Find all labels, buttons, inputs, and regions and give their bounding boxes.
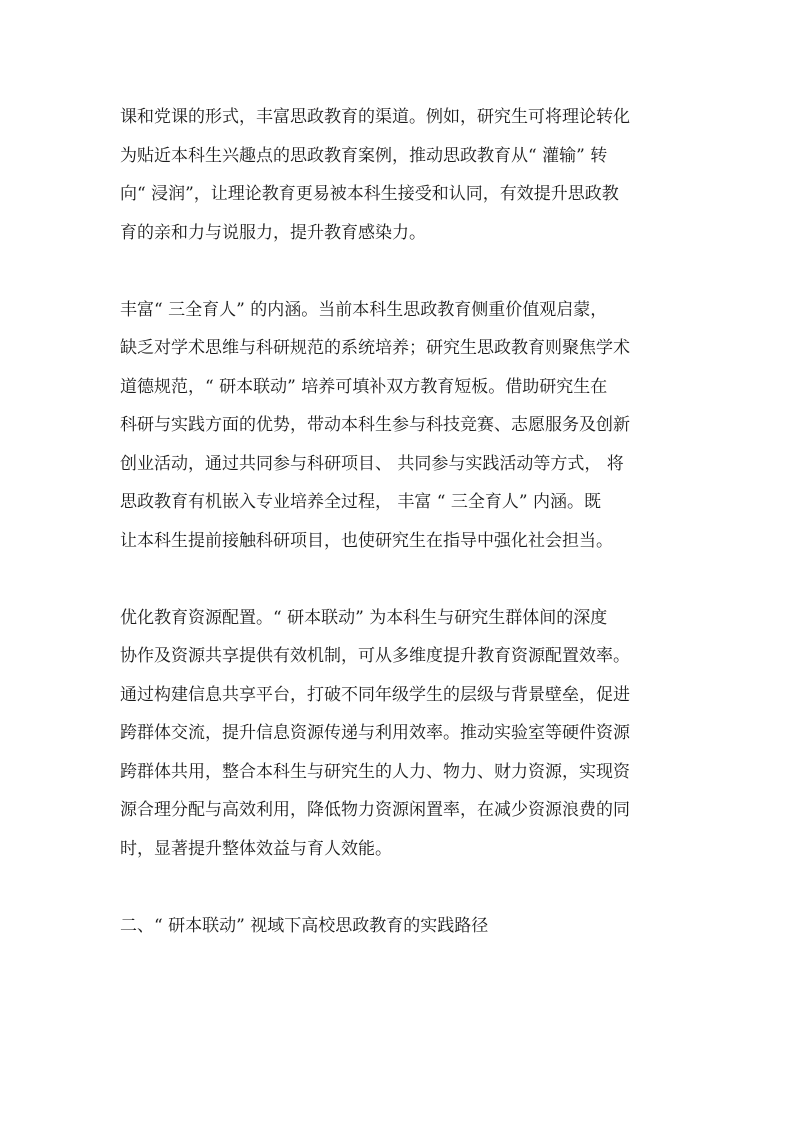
text-line: 跨群体交流，提升信息资源传递与利用效率。推动实验室等硬件资源 [120,723,630,743]
paragraph-gap [120,252,676,291]
text-line: 育的亲和力与说服力，提升教育感染力。 [120,222,426,243]
text-line: 思政教育有机嵌入专业培养全过程， 丰富 “ 三全育人” 内涵。既 [120,492,601,512]
paragraph-gap [120,868,676,907]
text-line: 课和党课的形式，丰富思政教育的渠道。例如，研究生可将理论转化 [120,107,630,127]
text-line: 跨群体共用，整合本科生与研究生的人力、物力、财力资源，实现资 [120,761,630,782]
text-line: 让本科生提前接触科研项目，也使研究生在指导中强化社会担当。 [120,530,613,551]
text-line: 道德规范，“ 研本联动” 培养可填补双方教育短板。借助研究生在 [120,376,608,397]
text-line: 向“ 浸润”，让理论教育更易被本科生接受和认同，有效提升思政教 [120,184,619,204]
text-line: 时，显著提升整体效益与育人效能。 [120,838,392,859]
paragraph-resource-allocation [120,599,676,869]
text-line: 通过构建信息共享平台，打破不同年级学生的层级与背景壁垒，促进 [120,684,630,705]
text-line: 协作及资源共享提供有效机制，可从多维度提升教育资源配置效率。 [120,646,630,666]
paragraph-gap [120,560,676,599]
document-body [120,98,676,945]
text-line: 优化教育资源配置。“ 研本联动” 为本科生与研究生群体间的深度 [120,607,608,628]
text-line: 丰富“ 三全育人” 的内涵。当前本科生思政教育侧重价值观启蒙， [120,299,608,320]
section-heading: 二、“ 研本联动” 视域下高校思政教育的实践路径 [120,915,489,936]
paragraph-ideological-channels [120,98,676,252]
text-line: 科研与实践方面的优势，带动本科生参与科技竞赛、志愿服务及创新 [120,415,630,435]
text-line: 为贴近本科生兴趣点的思政教育案例，推动思政教育从“ 灌输” 转 [120,145,608,166]
paragraph-three-all-education [120,291,676,561]
text-line: 源合理分配与高效利用，降低物力资源闲置率，在减少资源浪费的同 [120,800,630,820]
text-line: 缺乏对学术思维与科研规范的系统培养；研究生思政教育则聚焦学术 [120,338,630,358]
text-line: 创业活动，通过共同参与科研项目、 共同参与实践活动等方式， 将 [120,453,624,474]
